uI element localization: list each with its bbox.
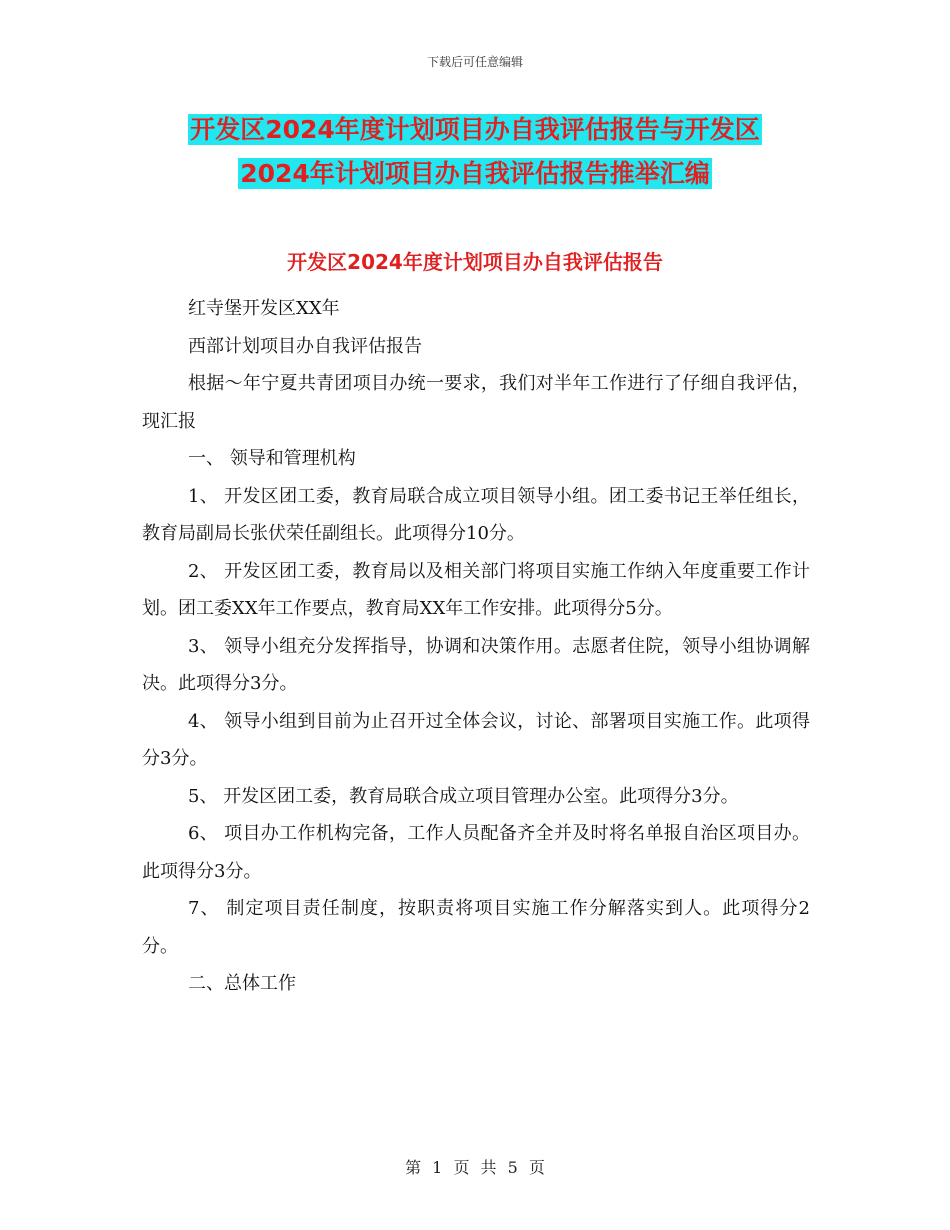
section-title: 开发区2024年度计划项目办自我评估报告 [287, 250, 663, 274]
page-number-footer: 第 1 页 共 5 页 [405, 1158, 545, 1177]
paragraph: 红寺堡开发区XX年 [188, 298, 340, 319]
paragraph: 1、 开发区团工委，教育局联合成立项目领导小组。团工委书记王举任组长，教育局副局长张伏荣任副组长。此项得分10分。 [142, 485, 810, 544]
paragraph: 3、 领导小组充分发挥指导，协调和决策作用。志愿者住院，领导小组协调解决。此项得分3分。 [142, 635, 810, 694]
document-main-title [140, 108, 810, 196]
paragraph: 二、总体工作 [188, 973, 296, 994]
page-header-note: 下载后可任意编辑 [426, 55, 523, 69]
paragraph: 5、 开发区团工委，教育局联合成立项目管理办公室。此项得分3分。 [188, 785, 739, 807]
paragraph: 7、 制定项目责任制度，按职责将项目实施工作分解落实到人。此项得分2分。 [142, 898, 810, 957]
main-title-line-1: 开发区2024年度计划项目办自我评估报告与开发区 [190, 115, 760, 144]
paragraph: 4、 领导小组到目前为止召开过全体会议，讨论、部署项目实施工作。此项得分3分。 [142, 710, 810, 769]
paragraph: 西部计划项目办自我评估报告 [188, 335, 422, 357]
main-title-line-2: 2024年计划项目办自我评估报告推举汇编 [240, 159, 710, 188]
document-body [142, 290, 810, 1003]
paragraph: 2、 开发区团工委，教育局以及相关部门将项目实施工作纳入年度重要工作计划。团工委XX年工作要点，教育局XX年工作安排。此项得分5分。 [142, 560, 810, 619]
paragraph: 6、 项目办工作机构完备，工作人员配备齐全并及时将名单报自治区项目办。此项得分3分。 [142, 823, 810, 882]
paragraph: 一、 领导和管理机构 [188, 448, 356, 469]
paragraph: 根据～年宁夏共青团项目办统一要求，我们对半年工作进行了仔细自我评估，现汇报 [142, 373, 810, 432]
